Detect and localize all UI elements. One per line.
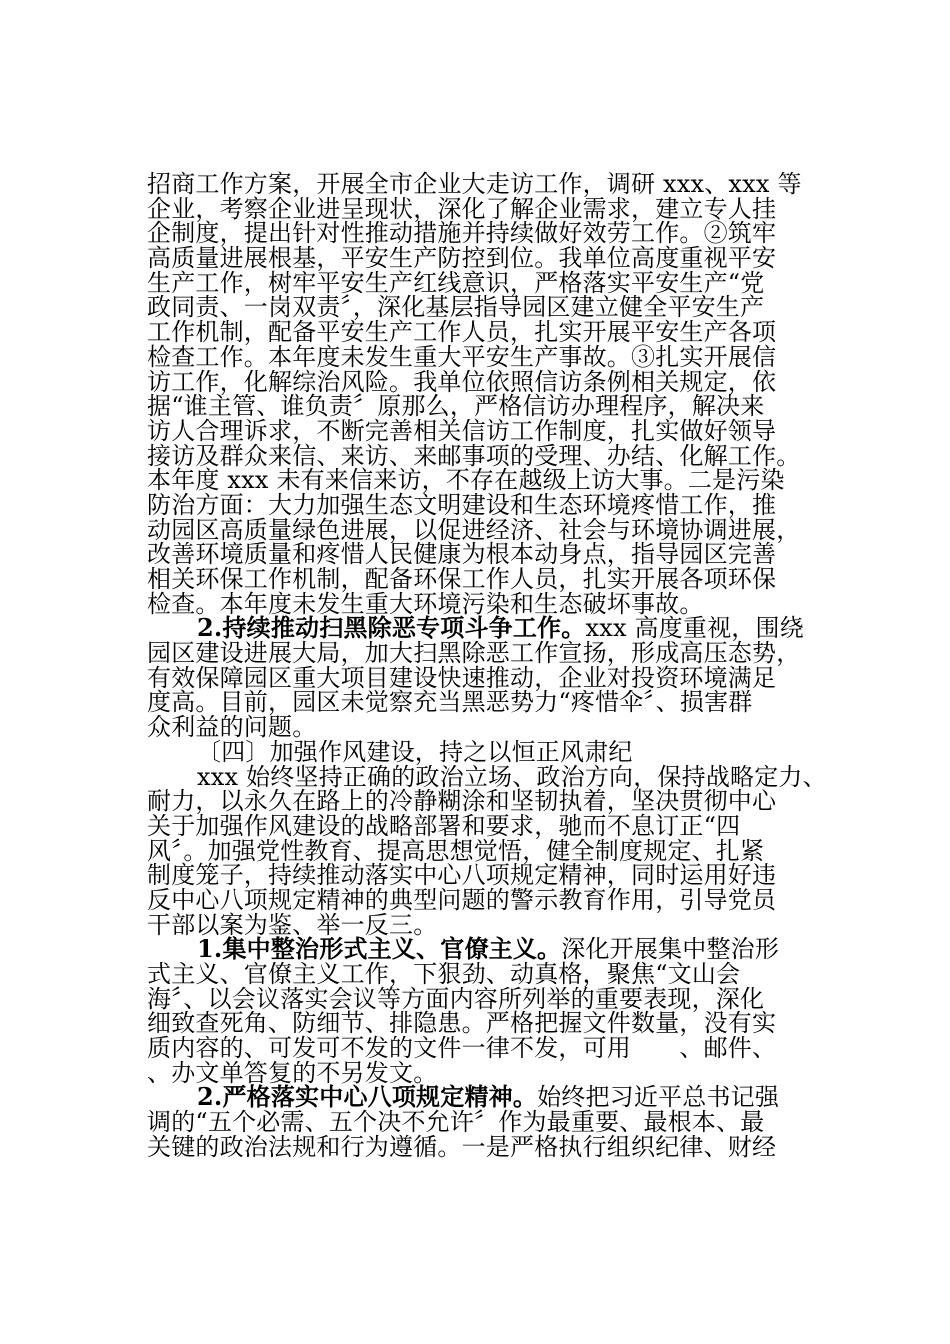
text-line — [147, 342, 827, 371]
line-text: 风〞。加强党性教育、提高思想觉悟，健全制度规定、扎紧 — [147, 836, 765, 865]
line-text: xxx 始终坚持正确的政治立场、政治方向，保持战略定力、 — [197, 762, 827, 791]
text-line — [147, 295, 827, 320]
text-line — [147, 762, 827, 791]
line-text: 高质量进展根基，平安生产防控到位。我单位高度重视平安 — [147, 244, 777, 273]
line-text: 本年度 xxx 未有来信来访，不存在越级上访大事。二是污染 — [147, 466, 785, 495]
line-text: 招商工作方案，开展全市企业大走访工作，调研 xxx、xxx 等 — [147, 170, 802, 198]
text-line — [147, 885, 827, 914]
line-text: 关于加强作风建设的战略部署和要求，驰而不息订正“四 — [147, 811, 741, 840]
text-line — [147, 1036, 827, 1061]
text-line — [147, 468, 827, 493]
text-line — [147, 172, 827, 197]
line-text: 有效保障园区重大项目建设快速推动，企业对投资环境满足 — [147, 663, 777, 692]
line-text: 访人合理诉求，不断完善相关信访工作制度，扎实做好领导 — [147, 416, 777, 445]
text-line — [147, 863, 827, 888]
text-line — [147, 268, 827, 297]
line-text: 制度笼子，持续推动落实中心八项规定精神，同时运用好违 — [147, 861, 777, 890]
line-text: 工作机制，配备平安生产工作人员，扎实开展平安生产各项 — [147, 318, 777, 347]
text-line — [147, 394, 827, 419]
line-text: 企制度，提出针对性推动措施并持续做好效劳工作。②筑牢 — [147, 219, 777, 248]
text-line — [147, 737, 827, 766]
text-line — [147, 836, 827, 865]
line-text: 检查工作。本年度未发生重大平安生产事故。③扎实开展信 — [147, 342, 777, 371]
text-line — [147, 641, 827, 666]
bold-heading: 2.严格落实中心八项规定精神。 — [197, 1082, 538, 1112]
line-text: 反中心八项规定精神的典型问题的警示教育作用，引导党员 — [147, 885, 777, 914]
line-text: 改善环境质量和疼惜人民健康为根本动身点，指导园区完善 — [147, 540, 777, 569]
line-text: 耐力，以永久在路上的冷静糊涂和坚韧执着，坚决贯彻中心 — [147, 787, 777, 816]
line-text: 海〞、以会议落实会议等方面内容所列举的重要表现，深化 — [147, 984, 765, 1013]
line-text: 式主义、官僚主义工作，下狠劲、动真格，聚焦“文山会 — [147, 960, 741, 988]
document-body — [147, 172, 827, 1160]
line-text: 访工作，化解综治风险。我单位依照信访条例相关规定，依 — [147, 367, 777, 396]
line-text: 接访及群众来信、来访、来邮事项的受理、办结、化解工作。 — [147, 441, 801, 470]
line-text: 深化开展集中整治形 — [561, 935, 780, 964]
line-text: 干部以案为鉴、举一反三。 — [147, 910, 438, 939]
line-text: 动园区高质量绿色进展，以促进经济、社会与环境协调进展， — [147, 515, 801, 544]
text-line — [147, 490, 827, 519]
text-line — [147, 515, 827, 544]
text-line — [147, 441, 827, 470]
text-line — [147, 789, 827, 814]
bold-heading: 1.集中整治形式主义、官僚主义。 — [197, 934, 562, 964]
text-line — [147, 416, 827, 445]
text-line — [147, 663, 827, 692]
line-text: 生产工作，树牢平安生产红线意识，严格落实平安生产“党 — [147, 268, 765, 297]
text-line — [147, 934, 827, 964]
text-line — [147, 194, 827, 223]
text-line — [147, 1110, 827, 1135]
text-line — [147, 1011, 827, 1036]
text-line — [147, 984, 827, 1013]
line-text: 政同责、一岗双责〞，深化基层指导园区建立健全平安生产 — [147, 293, 765, 322]
text-line — [147, 690, 827, 715]
text-line — [147, 613, 827, 643]
bold-heading: 2.持续推动扫黑除恶专项斗争工作。 — [197, 613, 586, 643]
line-text: 相关环保工作机制，配备环保工作人员，扎实开展各项环保 — [147, 565, 777, 593]
line-text: 〔四〕加强作风建设，持之以恒正风肃纪 — [197, 737, 633, 766]
line-text: 始终把习近平总书记强 — [537, 1083, 780, 1112]
text-line — [147, 221, 827, 246]
text-line — [147, 962, 827, 987]
line-text: 关键的政治法规和行为遵循。一是严格执行组织纪律、财经 — [147, 1132, 777, 1161]
line-text: 度高。目前，园区未觉察充当黑恶势力“疼惜伞〞、损害群 — [147, 688, 753, 717]
text-line — [147, 1082, 827, 1112]
line-text: 据“谁主管、谁负责〞原那么，严格信访办理程序，解决来 — [147, 392, 765, 421]
line-text: 质内容的、可发可不发的文件一律不发，可用 、邮件、 — [147, 1034, 777, 1063]
line-text: 园区建设进展大局，加大扫黑除恶工作宣扬，形成高压态势， — [147, 639, 801, 668]
text-line — [147, 715, 827, 740]
line-text: 调的“五个必需、五个决不允许〞作为最重要、最根本、最 — [147, 1108, 765, 1137]
line-text: xxx 高度重视，围绕 — [585, 614, 804, 643]
line-text: 、办文单答复的不另发文。 — [147, 1058, 438, 1087]
text-line — [147, 1132, 827, 1161]
text-line — [147, 320, 827, 345]
line-text: 企业，考察企业进呈现状，深化了解企业需求，建立专人挂 — [147, 194, 777, 223]
line-text: 细致查死角、防细节、排隐患。严格把握文件数量，没有实 — [147, 1009, 777, 1038]
text-line — [147, 542, 827, 567]
text-line — [147, 567, 827, 592]
line-text: 检查。本年度未发生重大环境污染和生态破坏事故。 — [147, 589, 704, 618]
text-line — [147, 367, 827, 396]
line-text: 防治方面：大力加强生态文明建设和生态环境疼惜工作，推 — [147, 490, 777, 519]
text-line — [147, 246, 827, 271]
text-line — [147, 811, 827, 840]
line-text: 众利益的问题。 — [147, 713, 317, 742]
